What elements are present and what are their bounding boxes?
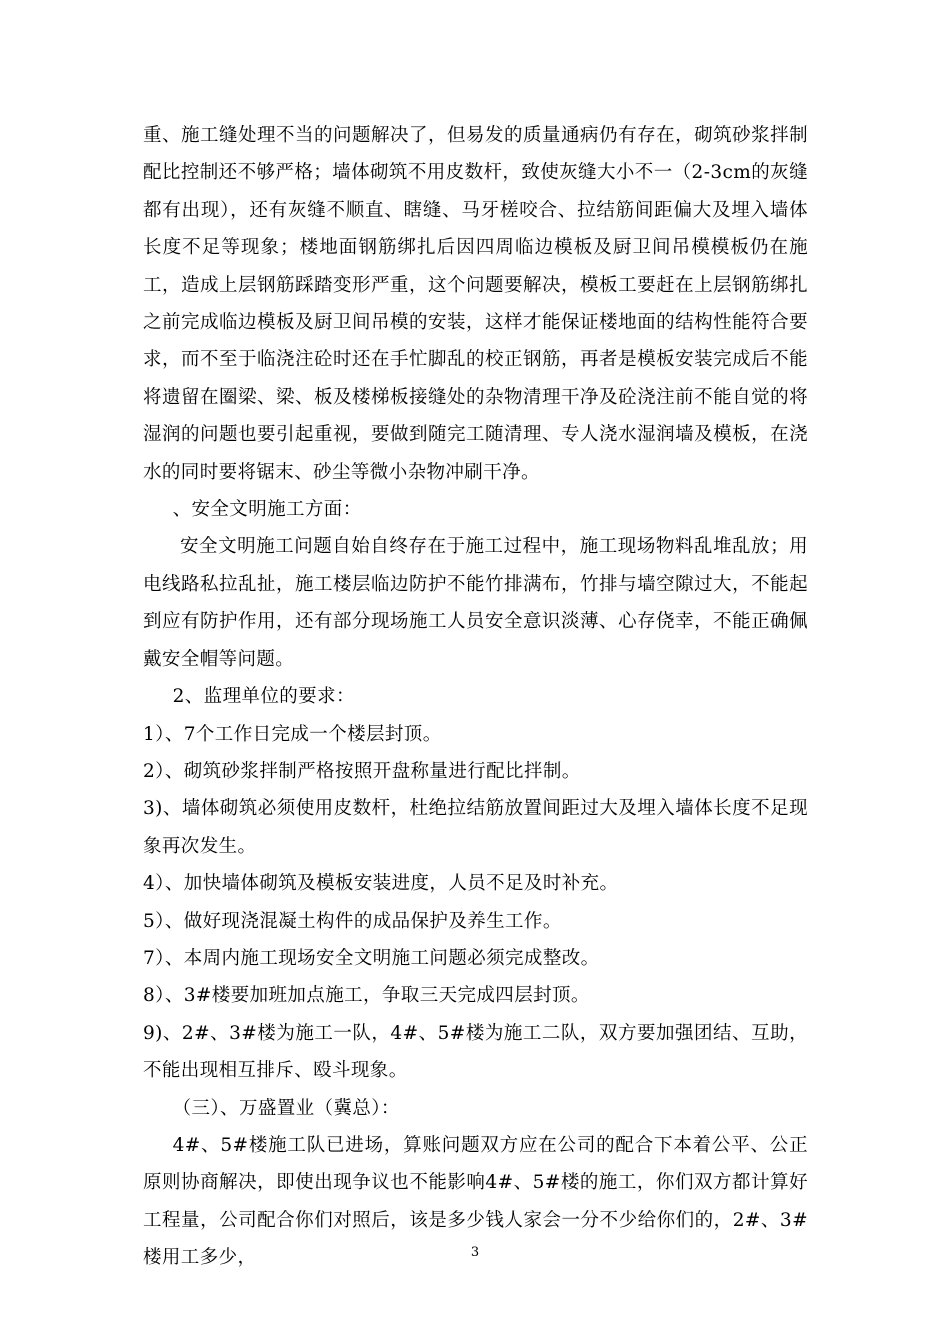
requirement-item-2: 2）、砌筑砂浆拌制严格按照开盘称量进行配比拌制。 — [143, 760, 581, 782]
requirement-item-8: 8）、3#楼要加班加点施工，争取三天完成四层封顶。 — [143, 985, 590, 1007]
page-number: 3 — [470, 1245, 480, 1260]
requirement-item-9: 9)、2#、3#楼为施工一队，4#、5#楼为施工二队，双方要加强团结、互助，不能出现相互排斥、殴斗现象。 — [143, 1022, 808, 1082]
document-body — [143, 117, 808, 1277]
requirement-item-4: 4）、加快墙体砌筑及模板安装进度，人员不足及时补充。 — [143, 873, 619, 895]
requirement-item-1: 1）、7个工作日完成一个楼层封顶。 — [143, 723, 442, 745]
safety-heading: 、安全文明施工方面： — [172, 499, 362, 521]
requirement-item-3: 3)、墙体砌筑必须使用皮数杆，杜绝拉结筋放置间距过大及埋入墙体长度不足现象再次发生。 — [143, 798, 808, 857]
wansheng-heading: （三）、万盛置业（冀总）： — [172, 1097, 400, 1119]
requirement-item-7: 7）、本周内施工现场安全文明施工问题必须完成整改。 — [143, 947, 600, 969]
safety-paragraph: 安全文明施工问题自始自终存在于施工过程中，施工现场物料乱堆乱放；用电线路私拉乱扯，施工楼层临边防护不能竹排满布，竹排与墙空隙过大，不能起到应有防护作用，还有部分现场施工人员安全意识淡薄、心存侥幸，不能正确佩戴安全帽等问题。 — [143, 536, 808, 670]
requirements-heading: 2、监理单位的要求： — [172, 686, 355, 708]
quality-issues-paragraph: 重、施工缝处理不当的问题解决了，但易发的质量通病仍有存在，砌筑砂浆拌制配比控制还不够严格；墙体砌筑不用皮数杆，致使灰缝大小不一（2-3cm的灰缝都有出现），还有灰缝不顺直、瞎缝、马牙槎咬合、拉结筋间距偏大及埋入墙体长度不足等现象；楼地面钢筋绑扎后因四周临边模板及厨卫间吊模模板仍在施工，造成上层钢筋踩踏变形严重，这个问题要解决，模板工要赶在上层钢筋绑扎之前完成临边模板及厨卫间吊模的安装，这样才能保证楼地面的结构性能符合要求，而不至于临浇注砼时还在手忙脚乱的校正钢筋，再者是模板安装完成后不能将遗留在圈梁、梁、板及楼梯板接缝处的杂物清理干净及砼浇注前不能自觉的将湿润的问题也要引起重视，要做到随完工随清理、专人浇水湿润墙及模板，在浇水的同时要将锯末、砂尘等微小杂物冲刷干净。 — [143, 125, 808, 483]
wansheng-paragraph: 4#、5#楼施工队已进场，算账问题双方应在公司的配合下本着公平、公正原则协商解决，即使出现争议也不能影响4#、5#楼的施工，你们双方都计算好工程量，公司配合你们对照后，该是多少钱人家会一分不少给你们的，2#、3#楼用工多少， — [143, 1134, 808, 1269]
requirement-item-5: 5）、做好现浇混凝土构件的成品保护及养生工作。 — [143, 910, 562, 932]
